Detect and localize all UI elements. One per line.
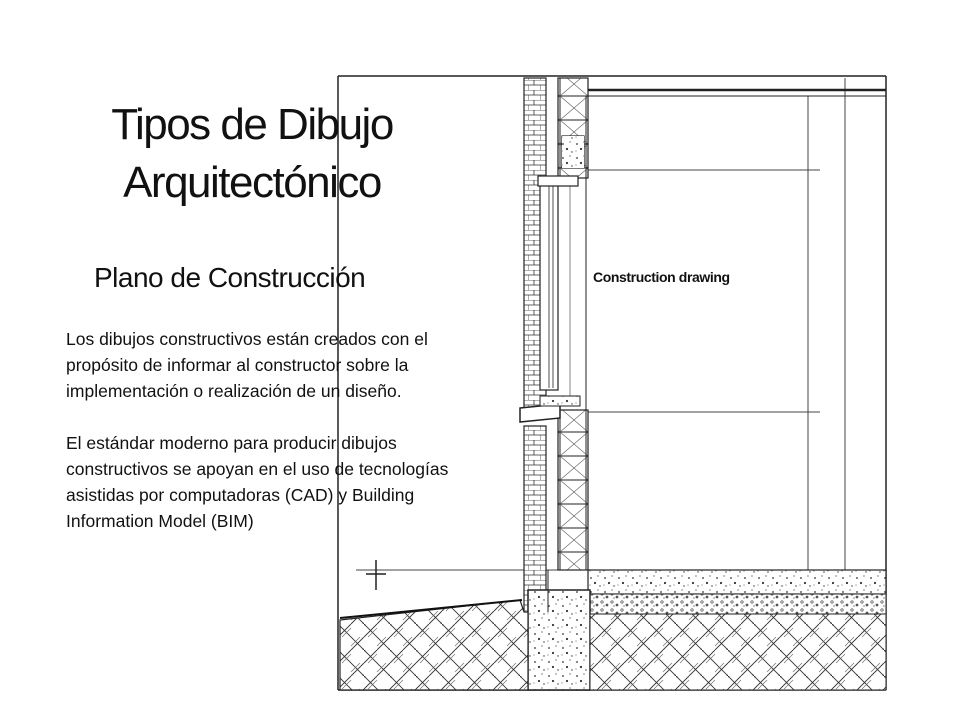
body-paragraph-1: Los dibujos constructivos están creados con el propósito de informar al constructor sobre la implementación o realización de un diseño. xyxy=(66,329,428,401)
slide-subtitle: Plano de Construcción xyxy=(94,262,366,293)
body-text xyxy=(66,326,466,560)
body-paragraph-2: El estándar moderno para producir dibujos constructivos se apoyan en el uso de tecnologías asistidas por computadoras (CAD) y Building Information Model (BIM) xyxy=(66,433,449,531)
title-line-1: Tipos de Dibujo xyxy=(111,100,393,149)
drawing-label: Construction drawing xyxy=(593,269,730,285)
title-line-2: Arquitectónico xyxy=(123,158,381,207)
slide-title xyxy=(72,96,432,212)
